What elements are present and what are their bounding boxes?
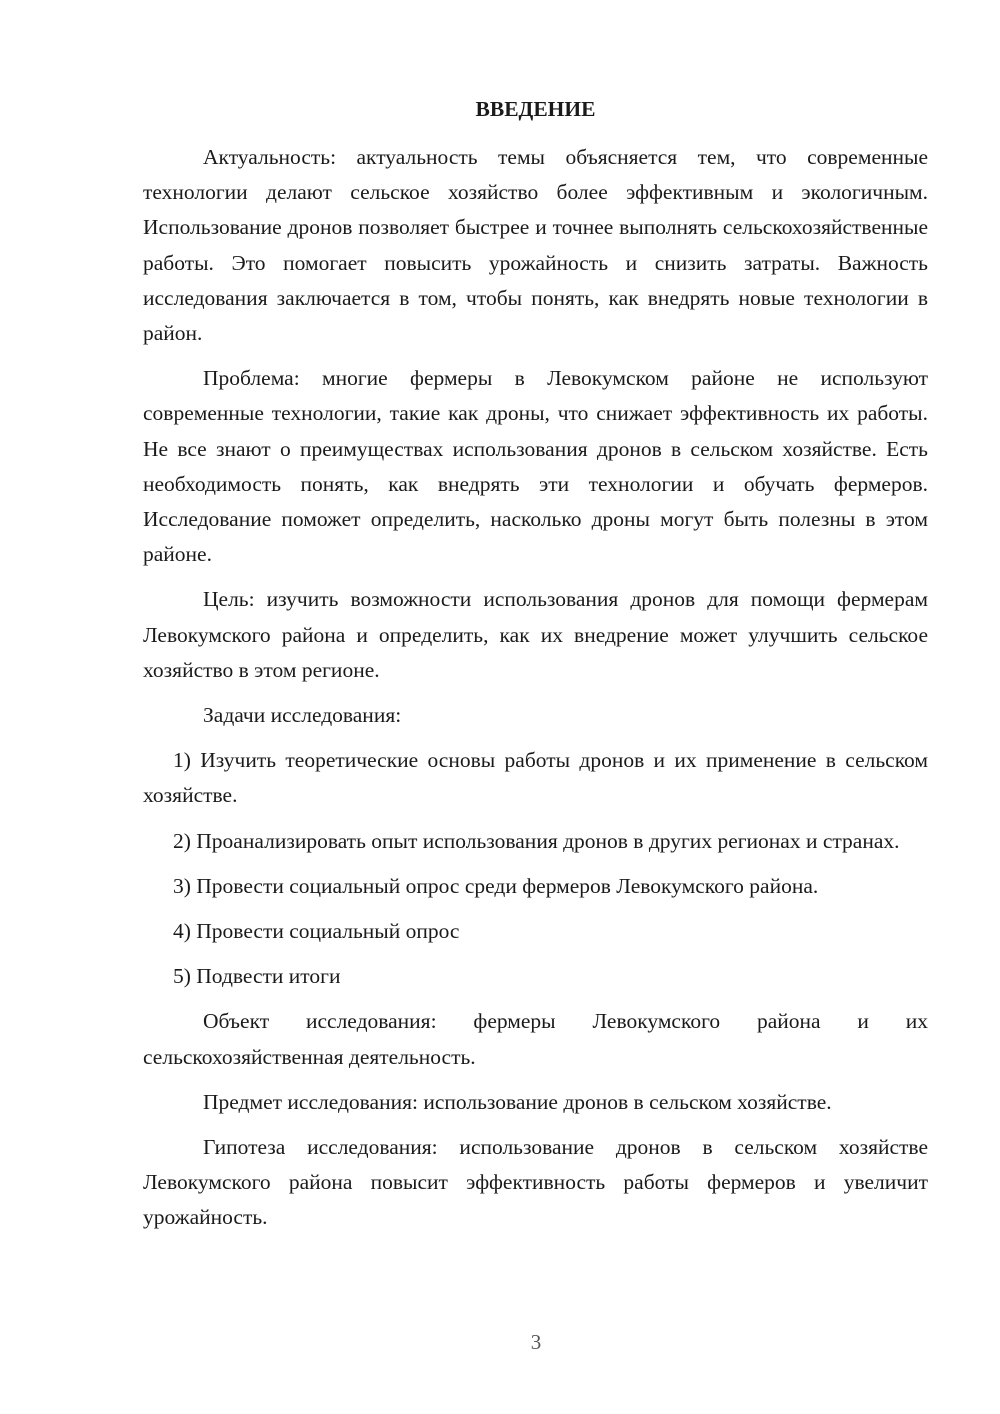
tasks-heading: Задачи исследования: (203, 703, 402, 728)
task-item-2: 2) Проанализировать опыт использования дронов в других регионах и странах. (173, 828, 900, 853)
task-item-3: 3) Провести социальный опрос среди фермеров Левокумского района. (173, 873, 819, 898)
paragraph-object: Объект исследования: фермеры Левокумского района и их сельскохозяйственная деятельность. (143, 1009, 928, 1069)
paragraph-hypothesis: Гипотеза исследования: использование дронов в сельском хозяйстве Левокумского района повысит эффективность работы фермеров и увеличит урожайность. (143, 1135, 928, 1230)
paragraph-problem: Проблема: многие фермеры в Левокумском районе не используют современные технологии, такие как дроны, что снижает эффективность их работы. Не все знают о преимуществах использования дронов в сельском хозяйстве. Есть необходимость понять, как внедрять эти технологии и обучать фермеров. Исследование поможет определить, насколько дроны могут быть полезны в этом районе. (143, 366, 928, 567)
paragraph-relevance: Актуальность: актуальность темы объясняется тем, что современные технологии делают сельское хозяйство более эффективным и экологичным. Использование дронов позволяет быстрее и точнее выполнять сельскохозяйственные работы. Это помогает повысить урожайность и снизить затраты. Важность исследования заключается в том, чтобы понять, как внедрять новые технологии в район. (143, 145, 928, 346)
task-item-5: 5) Подвести итоги (173, 964, 341, 989)
page-title: ВВЕДЕНИЕ (475, 97, 596, 121)
page-number: 3 (530, 1330, 542, 1354)
task-item-1: 1) Изучить теоретические основы работы дронов и их применение в сельском хозяйстве. (143, 748, 928, 808)
paragraph-subject: Предмет исследования: использование дронов в сельском хозяйстве. (203, 1089, 832, 1114)
document-body (143, 92, 928, 1246)
paragraph-goal: Цель: изучить возможности использования дронов для помощи фермерам Левокумского района и определить, как их внедрение может улучшить сельское хозяйство в этом регионе. (143, 587, 928, 682)
task-item-4: 4) Провести социальный опрос (173, 919, 460, 944)
